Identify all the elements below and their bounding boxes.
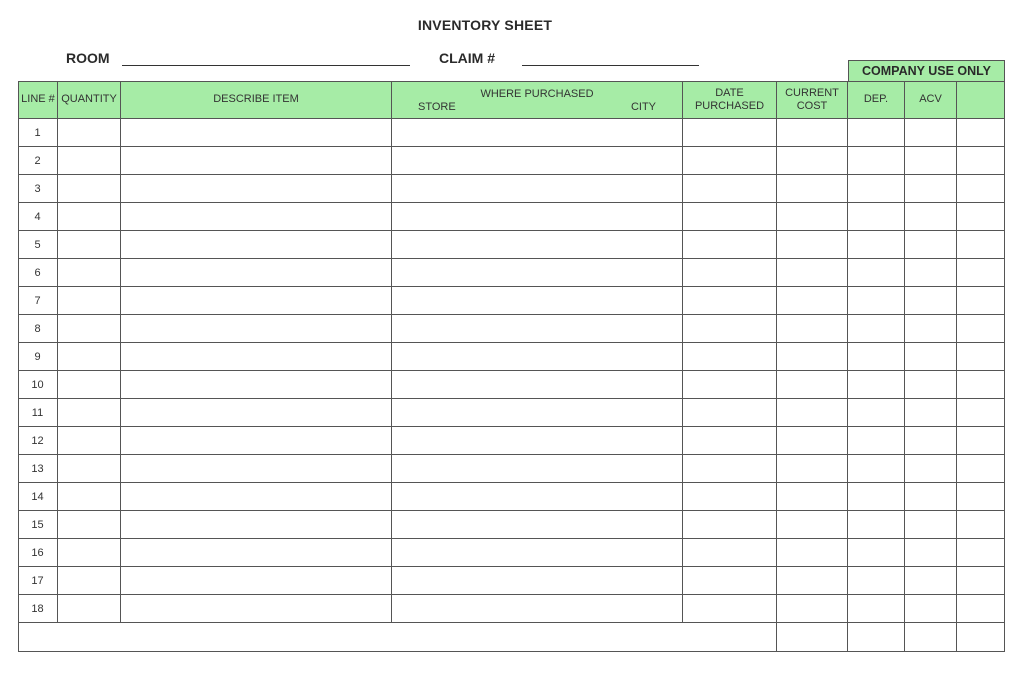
line-cell: 6: [18, 259, 58, 286]
line-cell: 9: [18, 343, 58, 370]
col-dep-header: DEP.: [848, 81, 905, 119]
where-purchased-label: WHERE PURCHASED: [480, 88, 594, 100]
current-cost-line2: COST: [796, 99, 828, 112]
claim-field[interactable]: [522, 65, 699, 66]
date-purchased-line2: PURCHASED: [694, 99, 765, 112]
room-field[interactable]: [122, 65, 410, 66]
city-label: CITY: [630, 101, 656, 113]
line-cell: 10: [18, 371, 58, 398]
col-describe-item-header: DESCRIBE ITEM: [121, 81, 392, 119]
col-line-header: LINE #: [18, 81, 58, 119]
line-cell: 7: [18, 287, 58, 314]
line-cell: 15: [18, 511, 58, 538]
line-cell: 2: [18, 147, 58, 174]
table-frame: [18, 81, 1005, 652]
line-cell: 13: [18, 455, 58, 482]
line-cell: 14: [18, 483, 58, 510]
line-cell: 16: [18, 539, 58, 566]
date-purchased-line1: DATE: [715, 87, 744, 99]
line-cell: 3: [18, 175, 58, 202]
col-acv-header: ACV: [905, 81, 957, 119]
store-label: STORE: [418, 101, 456, 113]
page-title: INVENTORY SHEET: [417, 17, 553, 33]
line-cell: 11: [18, 399, 58, 426]
room-label: ROOM: [66, 50, 110, 66]
line-cell: 4: [18, 203, 58, 230]
current-cost-line1: CURRENT: [785, 87, 839, 99]
line-cell: 18: [18, 595, 58, 622]
line-cell: 5: [18, 231, 58, 258]
line-cell: 12: [18, 427, 58, 454]
col-quantity-header: QUANTITY: [58, 81, 121, 119]
company-use-only-header: COMPANY USE ONLY: [848, 60, 1005, 82]
line-cell: 1: [18, 119, 58, 146]
line-cell: 17: [18, 567, 58, 594]
claim-label: CLAIM #: [439, 50, 495, 66]
line-cell: 8: [18, 315, 58, 342]
